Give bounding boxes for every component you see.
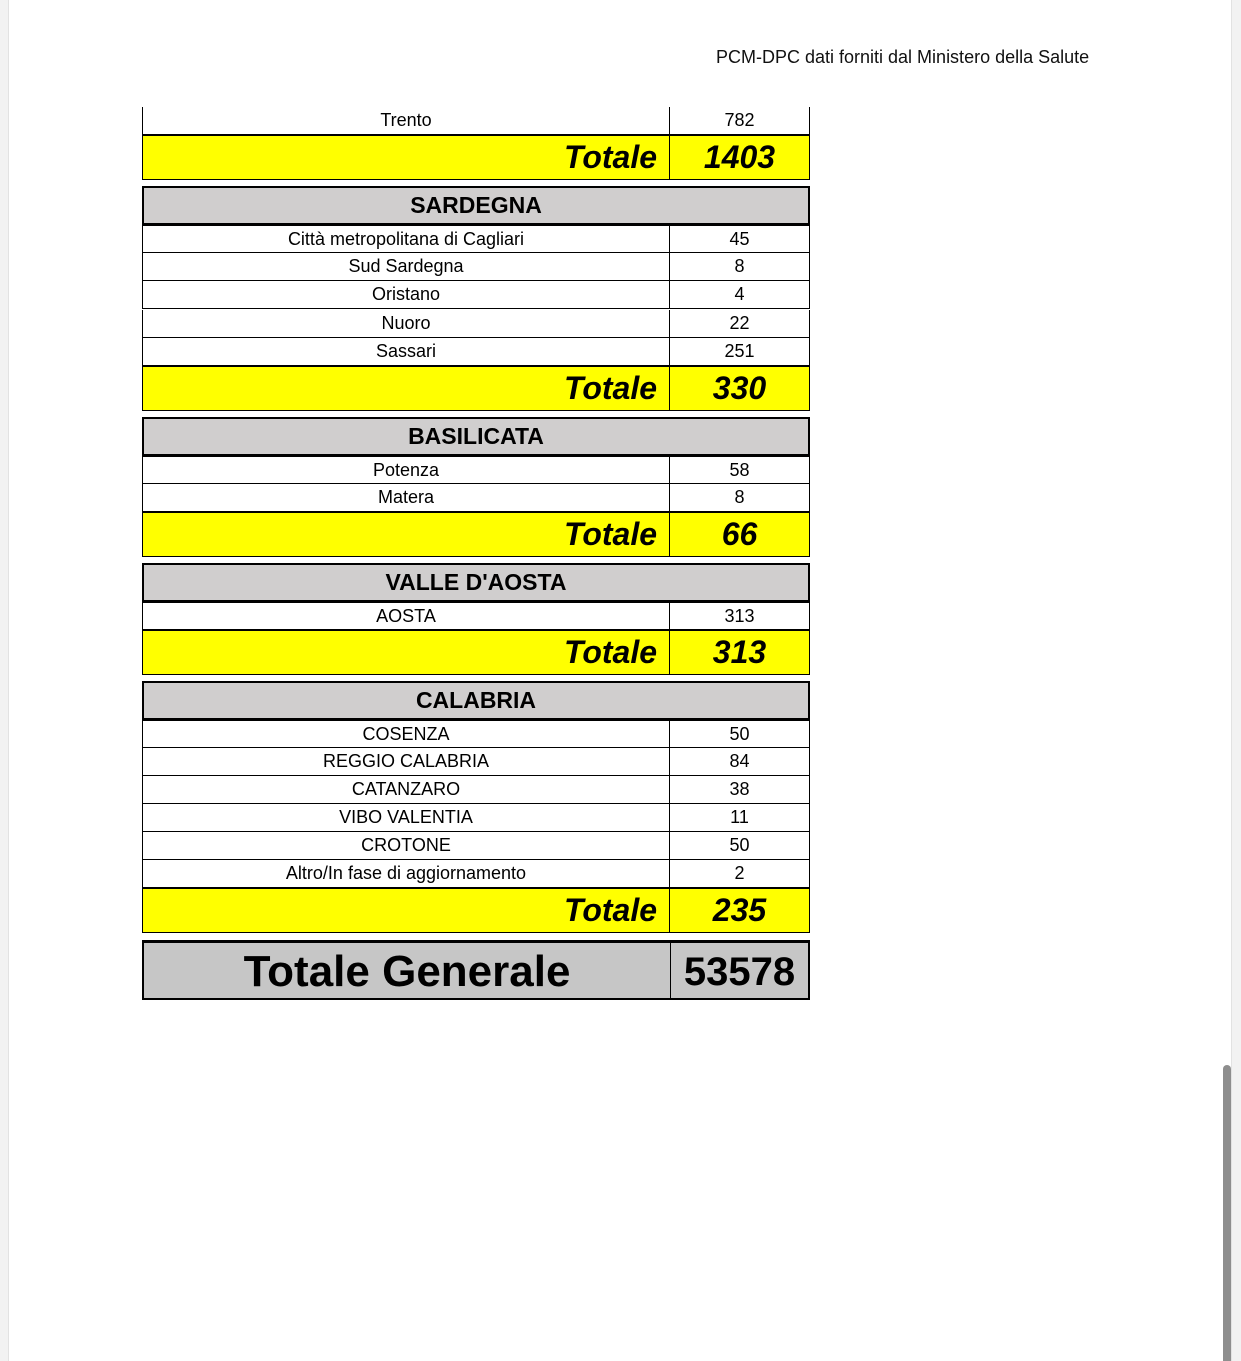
province-name: Trento — [143, 107, 670, 134]
province-value: 2 — [734, 863, 745, 883]
table-row — [142, 225, 810, 253]
total-row — [142, 630, 810, 675]
province-value: 45 — [729, 229, 750, 249]
region-header-calabria: CALABRIA — [142, 681, 810, 720]
province-name: Matera — [143, 484, 670, 511]
table-row — [142, 776, 810, 804]
province-value: 50 — [729, 835, 750, 855]
province-name: Potenza — [143, 457, 670, 483]
province-value: 782 — [724, 110, 755, 130]
province-name: COSENZA — [143, 721, 670, 747]
total-label: Totale — [143, 367, 670, 410]
table-row — [142, 720, 810, 748]
table-row — [142, 310, 810, 338]
province-name: Altro/In fase di aggiornamento — [143, 860, 670, 887]
table-row — [142, 484, 810, 512]
total-value: 66 — [721, 516, 758, 552]
grand-total-row — [142, 940, 810, 1000]
province-value: 50 — [729, 724, 750, 744]
table-row — [142, 456, 810, 484]
province-value: 8 — [734, 487, 745, 507]
province-value: 11 — [730, 807, 749, 827]
table-row — [142, 804, 810, 832]
total-row — [142, 888, 810, 933]
province-value: 251 — [724, 341, 755, 361]
total-label: Totale — [143, 631, 670, 674]
total-value: 313 — [712, 634, 767, 670]
province-name: Città metropolitana di Cagliari — [143, 226, 670, 252]
province-value: 22 — [729, 313, 750, 333]
province-value: 58 — [729, 460, 750, 480]
total-row — [142, 512, 810, 557]
source-note: PCM-DPC dati forniti dal Ministero della Salute — [716, 47, 1090, 67]
province-name: Oristano — [143, 281, 670, 308]
province-name: AOSTA — [143, 603, 670, 629]
region-header-basilicata: BASILICATA — [142, 417, 810, 456]
province-value: 4 — [734, 284, 745, 304]
table-row — [142, 338, 810, 366]
grand-total-label: Totale Generale — [144, 943, 671, 998]
table-row — [142, 602, 810, 630]
province-name: CATANZARO — [143, 776, 670, 803]
total-value: 1403 — [703, 139, 776, 175]
province-value: 313 — [724, 606, 755, 626]
total-label: Totale — [143, 513, 670, 556]
province-value: 8 — [734, 256, 745, 276]
province-name: Sud Sardegna — [143, 253, 670, 280]
total-value: 330 — [712, 370, 767, 406]
province-value: 84 — [729, 751, 750, 771]
province-name: Nuoro — [143, 310, 670, 337]
total-value: 235 — [712, 892, 767, 928]
page-left-edge — [0, 0, 9, 1361]
scrollbar-thumb[interactable] — [1223, 1065, 1231, 1361]
province-name: CROTONE — [143, 832, 670, 859]
table-row — [142, 107, 810, 135]
table-row — [142, 832, 810, 860]
total-row — [142, 135, 810, 180]
province-name: Sassari — [143, 338, 670, 365]
province-value: 38 — [729, 779, 750, 799]
grand-total-value: 53578 — [683, 950, 796, 994]
table-row — [142, 281, 810, 309]
total-label: Totale — [143, 889, 670, 932]
table-row — [142, 860, 810, 888]
total-label: Totale — [143, 136, 670, 179]
province-name: REGGIO CALABRIA — [143, 748, 670, 775]
table-row — [142, 253, 810, 281]
scrollbar-track[interactable] — [1231, 0, 1241, 1361]
total-row — [142, 366, 810, 411]
region-header-sardegna: SARDEGNA — [142, 186, 810, 225]
province-name: VIBO VALENTIA — [143, 804, 670, 831]
region-header-valle-daosta: VALLE D'AOSTA — [142, 563, 810, 602]
table-row — [142, 748, 810, 776]
